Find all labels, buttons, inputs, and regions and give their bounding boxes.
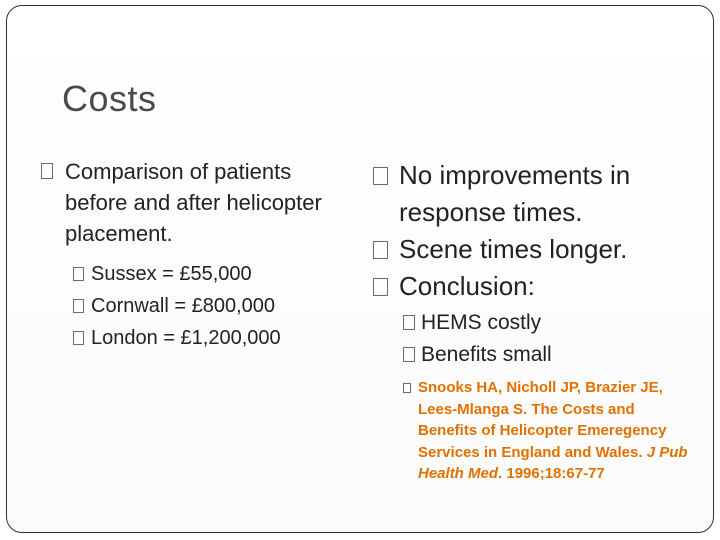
bullet-text: No improvements in response times. xyxy=(399,160,631,227)
conclusion-text: HEMS costly xyxy=(421,311,542,334)
bullet-text: Scene times longer. xyxy=(399,234,628,264)
cost-text: London = £1,200,000 xyxy=(91,327,281,349)
left-column xyxy=(35,156,355,354)
bullet-box-icon xyxy=(403,339,417,371)
cost-text: Cornwall = £800,000 xyxy=(91,295,276,317)
bullet-text: Conclusion: xyxy=(399,271,535,301)
bullet-response-times xyxy=(365,157,695,231)
bullet-box-icon xyxy=(41,156,55,187)
cost-cornwall xyxy=(35,290,355,322)
cost-london xyxy=(35,322,355,354)
bullet-scene-times xyxy=(365,231,695,268)
cost-text: Sussex = £55,000 xyxy=(91,263,252,285)
bullet-comparison xyxy=(35,156,355,249)
reference-journal: J Pub Health Med xyxy=(418,443,688,482)
conclusion-hems-costly xyxy=(365,307,695,339)
reference-citation xyxy=(365,377,695,485)
slide-title: Costs xyxy=(62,78,157,119)
bullet-box-icon xyxy=(403,307,417,339)
reference-text-before: Snooks HA, Nicholl JP, Brazier JE, Lees-Mlanga S. The Costs and Benefits of Helicopter Emeregency Services in England and Wales. xyxy=(418,379,667,461)
slide xyxy=(6,5,714,533)
bullet-box-icon xyxy=(373,231,390,268)
bullet-box-icon xyxy=(73,322,86,354)
bullet-box-icon xyxy=(73,258,86,290)
bullet-text: Comparison of patients before and after helicopter placement. xyxy=(65,159,322,246)
bullet-box-icon xyxy=(373,157,390,194)
cost-sussex xyxy=(35,258,355,290)
reference-text-after: . 1996;18:67-77 xyxy=(498,465,605,482)
bullet-box-icon xyxy=(373,268,390,305)
conclusion-text: Benefits small xyxy=(421,343,552,366)
bullet-box-icon xyxy=(403,377,413,399)
right-column xyxy=(365,157,695,485)
bullet-conclusion xyxy=(365,268,695,305)
bullet-box-icon xyxy=(73,290,86,322)
conclusion-benefits-small xyxy=(365,339,695,371)
